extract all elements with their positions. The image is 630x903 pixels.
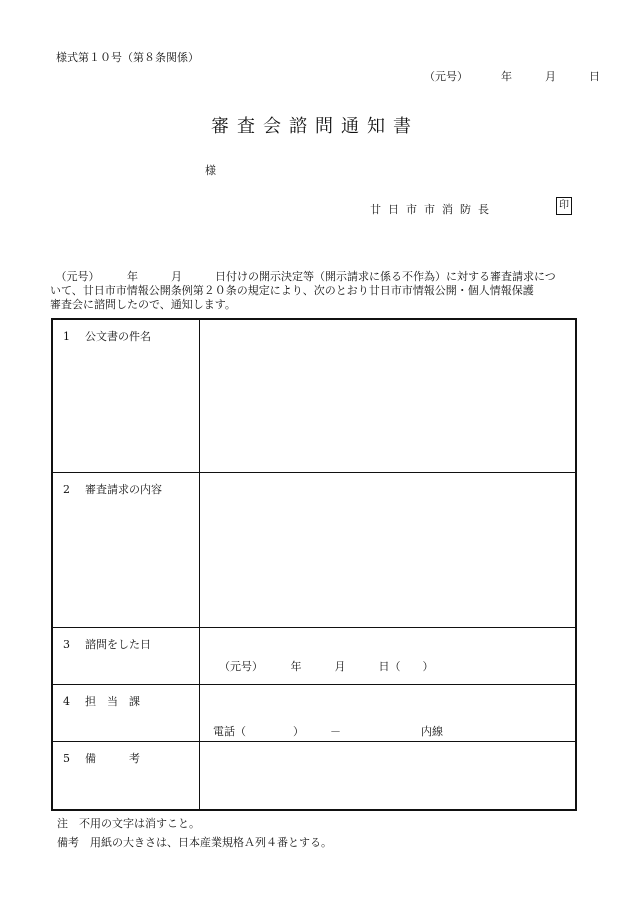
phone-label: 電話（ [213, 725, 246, 738]
body-line: （元号） 年 月 日付けの開示決定等（開示請求に係る不作為）に対する審査請求につ [50, 270, 556, 283]
table-row-department [53, 685, 575, 742]
date-line [424, 68, 600, 84]
row-label: 公文書の件名 [85, 330, 151, 343]
document-title: 審査会諮問通知書 [211, 116, 419, 137]
seal-mark: 印 [556, 197, 572, 215]
row-number: 5 [63, 752, 70, 765]
notice-body [50, 270, 580, 312]
row-number: 4 [63, 695, 70, 708]
table-row-document-name [53, 320, 575, 473]
row-number: 2 [63, 483, 70, 496]
note-line: 注 不用の文字は消すこと。 [57, 817, 200, 830]
row-number: 3 [63, 638, 70, 651]
remarks-line: 備考 用紙の大きさは、日本産業規格Ａ列４番とする。 [57, 836, 332, 849]
date-day: 日 [589, 70, 600, 83]
table-row-request-content [53, 473, 575, 628]
row-number: 1 [63, 330, 70, 343]
row-label: 担 当 課 [85, 695, 140, 708]
form-number: 様式第１０号（第８条関係） [56, 51, 199, 64]
table-row-inquiry-date [53, 628, 575, 685]
body-line: いて、廿日市市情報公開条例第２０条の規定により、次のとおり廿日市市情報公開・個人情報保護 [50, 284, 534, 297]
body-line: 審査会に諮問したので、通知します。 [50, 298, 236, 311]
inquiry-date-value: （元号） 年 月 日（ ） [219, 660, 434, 673]
table-row-remarks [53, 742, 575, 811]
form-table [51, 318, 577, 811]
date-year: 年 [501, 70, 512, 83]
date-month: 月 [545, 70, 556, 83]
addressee-suffix: 様 [205, 164, 216, 177]
phone-dash: － [330, 725, 341, 738]
extension-label: 内線 [421, 725, 443, 738]
row-label: 備 考 [85, 752, 140, 765]
sender-name: 廿日市市消防長 [370, 203, 496, 216]
row-label: 諮問をした日 [85, 638, 151, 651]
phone-close: ） [293, 725, 304, 738]
row-label: 審査請求の内容 [85, 483, 162, 496]
date-era: （元号） [424, 70, 468, 83]
